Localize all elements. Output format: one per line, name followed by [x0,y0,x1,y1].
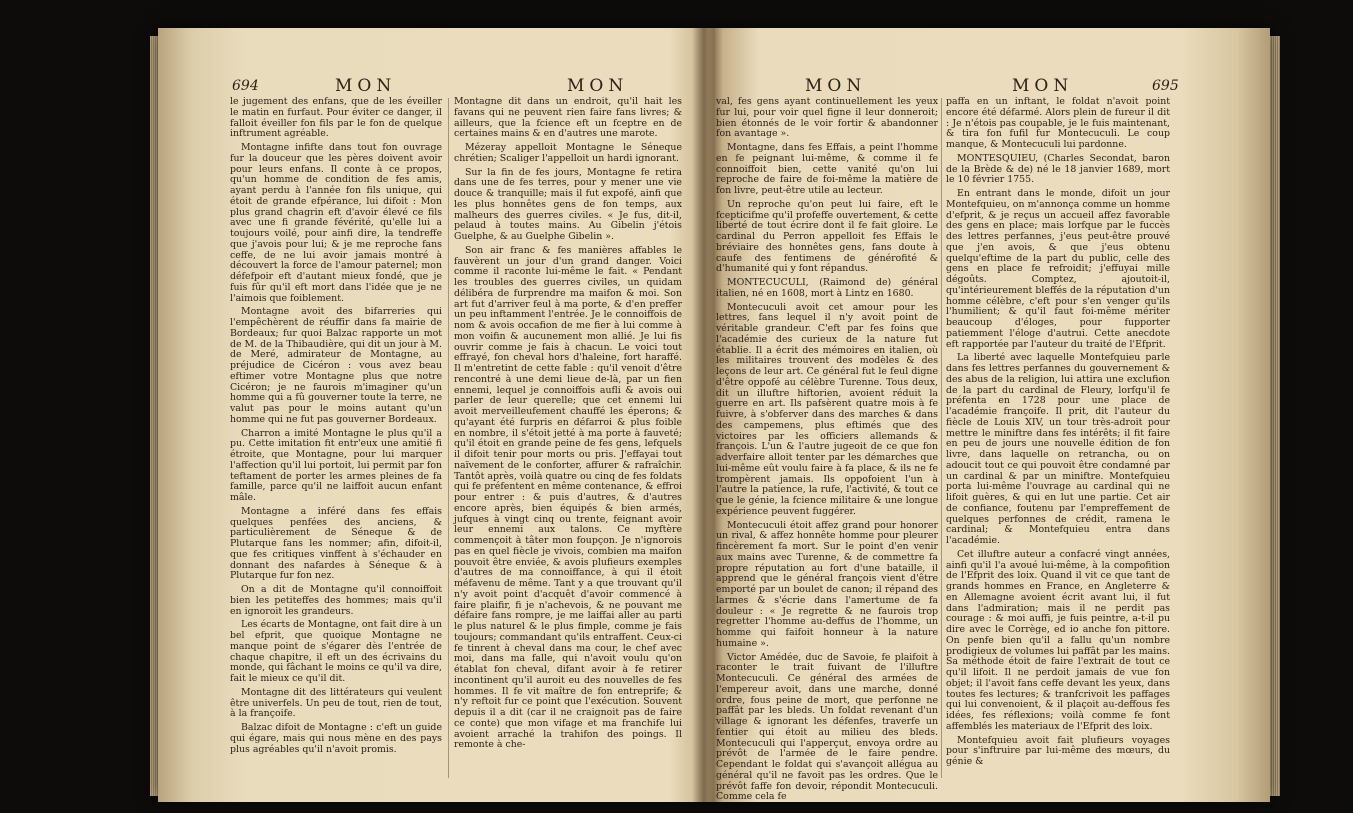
left-page-column-2 [454,97,682,785]
paragraph: val, fes gens ayant continuellement les yeux fur lui, pour voir quel figne il leur donneroit; bien étonnés de le voir fortir & abandonner fon avantage ». [716,96,938,140]
paragraph: Montagne a inféré dans fes effais quelques penfées des anciens, & particulièrement de Séneque & de Plutarque fans les nommer; afin, difoit-il, que fes critiques vinffent à s'échauder en donnant des nafardes à Séneque & à Plutarque fur fon nez. [230,505,442,582]
paragraph: MONTESQUIEU, (Charles Secondat, baron de la Brède & de) né le 18 janvier 1689, mort le 10 février 1755. [946,152,1170,186]
left-page-column-1 [230,97,442,785]
paragraph: Les écarts de Montagne, ont fait dire à un bel efprit, que quoique Montagne ne manque point de s'égarer dès l'entrée de chaque chapitre, il eft un des écrivains du monde, qui fâchant le moins ce qu'il va dire, fait le mieux ce qu'il dit. [230,619,442,684]
paragraph: Montagne infifte dans tout fon ouvrage fur la douceur que les pères doivent avoir pour leurs enfans. Il conte à ce propos, qu'un homme de condition de fes amis, ayant perdu à l'année fon fils unique, qui étoit de grande efpérance, lui difoit : Mon plus grand chagrin eft d'avoir élevé ce fils avec une fi grande févérité, qu'elle lui a toujours voilé, pour ainfi dire, la tendreffe que j'avois pour lui; & je me reproche fans ceffe, de ne lui avoir jamais montré à découvert la force de l'amour paternel; mon défefpoir eft d'autant mieux fondé, que je fuis fûr qu'il eft mort dans l'idée que je ne l'aimois que foiblement. [230,142,442,304]
paragraph: Victor Amédée, duc de Savoie, fe plaifoit à raconter le trait fuivant de l'illuftre Montecuculi. Ce général des armées de l'empereur avoit, dans une marche, donné ordre, fous peine de mort, que perfonne ne paffât par les bleds. Un foldat revenant d'un village & ignorant les défenfes, traverfe un fentier qui étoit au milieu des bleds. Montecuculi qui l'apperçut, envoya ordre au prévôt de l'armée de le faire pendre. Cependant le foldat qui s'avançoit allégua au général qu'il ne favoit pas les ordres. Que le prévôt faffe fon devoir, répondit Montecuculi. Comme cela fe [716,651,938,803]
right-page-header-right: MON [1012,76,1074,96]
paragraph: Montagne, dans fes Effais, a peint l'homme en fe peignant lui-même, & comme il fe connoiffoit bien, cette vanité qu'on lui reproche de faire de foi-même la matière de fon livre, peut-être utile au lecteur. [716,142,938,196]
paragraph: Montagne avoit des bifarreries qui l'empêchèrent de réuffir dans fa mairie de Bordeaux; fur quoi Balzac rapporte un mot de M. de la Thibaudière, qui dit un jour à M. de Meré, admirateur de Montagne, au préjudice de Cicéron : vous avez beau eftimer votre Montagne plus que notre Cicéron; je ne faurois m'imaginer qu'un homme qui a fû gouverner toute la terre, ne valut pas pour le moins autant qu'un homme qui ne fut pas gouverner Bordeaux. [230,306,442,425]
left-page-header-left: MON [335,76,397,96]
right-page-column-1 [716,96,938,803]
paragraph: Son air franc & fes manières affables le fauvèrent un jour d'un grand danger. Voici comme il raconte lui-même le fait. « Pendant les troubles des guerres civiles, un quidam délibéra de furprendre ma maifon & moi. Son art fut d'arriver feul à ma porte, & d'en preffer un peu inftamment l'entrée. Je le connoiffois de nom & avois occafion de me fier à lui comme à mon voifin & aucunement mon allié. Je lui fis ouvrir comme je fais à chacun. Le voici tout effrayé, fon cheval hors d'haleine, fort haraffé. Il m'entretint de cette fable : qu'il venoit d'être rencontré à une demi lieue de-là, par un fien ennemi, lequel je connoiffois aufli & avois oui parler de leur querelle; que cet ennemi lui avoit merveilleufement chauffé les éperons; & qu'ayant été furpris en défarroi & plus foible en nombre, il s'étoit jetté à ma porte à fauveté; qu'il étoit en grande peine de fes gens, lefquels il difoit tenir pour morts ou pris. J'effayai tout naïvement de le conforter, affurer & rafraîchir. Tantôt après, voilà quatre ou cinq de fes foldats qui fe préfentent en même contenance, & effroi pour entrer : & puis d'autres, & d'autres encore après, bien équipés & bien armés, jufques à vingt cinq ou trente, feignant avoir leur ennemi aux talons. Ce myftère commençoit à tâter mon foupçon. Je n'ignorois pas en quel fiècle je vivois, combien ma maifon pouvoit être enviée, & avois plufieurs exemples d'autres de ma connoiffance, à qui il étoit méfavenu de même. Tant y a que trouvant qu'il n'y avoit point d'acquêt d'avoir commencé à faire plaifir, fi je n'achevois, & ne pouvant me défaire fans rompre, je me laiffai aller au parti le plus naturel & le plus fimple, comme je fais toujours; commandant qu'ils entraffent. Ceux-ci fe tinrent à cheval dans ma cour, le chef avec moi, dans ma falle, qui n'avoit voulu qu'on établat fon cheval, difant avoir à fe retirer incontinent qu'il auroit eu des nouvelles de fes hommes. Il fe vit maître de fon entreprife; & n'y reftoit fur ce point que l'exécution. Souvent depuis il a dit (car il ne craignoit pas de faire ce conte) que mon vifage et ma franchife lui avoient arraché la trahifon des poings. Il remonte à che- [454,244,682,751]
paragraph: Sur la fin de fes jours, Montagne fe retira dans une de fes terres, pour y mener une vie douce & tranquille; mais il fut expofé, ainfi que les plus honnêtes gens de fon temps, aux malheurs des guerres civiles. « Je fus, dit-il, pelaud à toutes mains. Au Gibelin j'étois Guelphe, & au Guelphe Gibelin ». [454,166,682,242]
right-page-column-rule [941,98,942,778]
paragraph: La liberté avec laquelle Montefquieu parle dans fes lettres perfannes du gouvernement & des abus de la religion, lui attira une exclufion de la part du cardinal de Fleury, lorfqu'il fe préfenta en 1728 pour une place de l'académie françoife. Il prit, dit l'auteur du fiècle de Louis XIV, un tour très-adroit pour mettre le miniftre dans fes intérêts; il fit faire en peu de jours une nouvelle édition de fon livre, dans laquelle on retrancha, ou on adoucit tout ce qui pouvoit être condamné par un cardinal & par un miniftre. Montefquieu porta lui-même l'ouvrage au cardinal qui ne lifoit guères, & qui en lut une partie. Cet air de confiance, foutenu par l'empreffement de quelques perfonnes de crédit, ramena le cardinal; & Montefquieu entra dans l'académie. [946,352,1170,546]
paragraph: paffa en un inftant, le foldat n'avoit point encore été défarmé. Alors plein de fureur il dit : Je n'étois pas coupable, je le fuis maintenant, & tira fon fufil fur Montecuculi. Le coup manque, & Montecuculi lui pardonne. [946,96,1170,150]
book-gutter [692,28,716,802]
paragraph: MONTECUCULI, (Raimond de) général italien, né en 1608, mort à Lintz en 1680. [716,277,938,299]
right-page-column-2 [946,97,1170,785]
paragraph: Mézeray appelloit Montagne le Séneque chrétien; Scaliger l'appelloit un hardi ignorant. [454,142,682,164]
paragraph: Montefquieu avoit fait plufieurs voyages pour s'inftruire par lui-même des mœurs, du génie & [946,734,1170,767]
paragraph: le jugement des enfans, que de les éveiller le matin en furfaut. Pour éviter ce danger, il falloit éveiller fon fils par le fon de quelque inftrument agréable. [230,96,442,140]
left-page-column-rule [448,98,449,778]
paragraph: Cet illuftre auteur a confacré vingt années, ainfi qu'il l'a avoué lui-même, à la compofition de l'Efprit des loix. Quand il vit ce que tant de grands hommes en France, en Angleterre & en Allemagne avoient écrit avant lui, il fut dans l'admiration; mais il ne perdit pas courage : & moi auffi, je fuis peintre, a-t-il pu dire avec le Corrège, ed io anche fon pittore. On penfe bien qu'il a fallu qu'un nombre prodigieux de volumes lui paffât par les mains. Sa méthode étoit de faire l'extrait de tout ce qu'il lifoit. Il ne perdoit jamais de vue fon objet; il l'avoit fans ceffe devant les yeux, dans toutes fes lectures; & tranfcrivoit les paffages qui lui convenoient, & il plaçoit au-deffous fes idées, fes réflexions; voilà comme fe font affemblés les materiaux de l'Efprit des loix. [946,548,1170,732]
right-page-number: 695 [1152,78,1179,94]
paragraph: Charron a imité Montagne le plus qu'il a pu. Cette imitation fit entr'eux une amitié fi étroite, que Montagne, pour lui marquer l'affection qu'il lui portoit, lui permit par fon teftament de porter les armes pleines de fa famille, parce qu'il ne laiffoit aucun enfant mâle. [230,427,442,503]
paragraph: Montagne dit dans un endroit, qu'il hait les favans qui ne peuvent rien faire fans livres; & ailleurs, que la fcience eft un fceptre en de certaines mains & en d'autres une marote. [454,96,682,140]
paragraph: Balzac difoit de Montagne : c'eft un guide qui égare, mais qui nous mène en des pays plus agréables qu'il n'avoit promis. [230,722,442,755]
paragraph: Montagne dit des littérateurs qui veulent être univerfels. Un peu de tout, rien de tout, à la françoife. [230,686,442,720]
left-page-number: 694 [232,78,259,94]
left-page-header-right: MON [567,76,629,96]
paragraph: Un reproche qu'on peut lui faire, eft le fcepticifme qu'il profeffe ouvertement, & cette liberté de tout écrire dont il fe fait gloire. Le cardinal du Perron appelloit fes Effais le bréviaire des honnêtes gens, fans doute à caufe des fentimens de générofité & d'humanité qui y font répandus. [716,198,938,275]
paragraph: Montecuculi avoit cet amour pour les lettres, fans lequel il n'y avoit point de véritable grandeur. C'eft par fes foins que l'académie des curieux de la nature fut établie. Il a écrit des mémoires en italien, où les militaires trouvent des modèles & des leçons de leur art. Ce général fut le feul digne d'être oppofé au célèbre Turenne. Tous deux, dit un illuftre hiftorien, avoient réduit la guerre en art. Ils pafsèrent quatre mois à fe fuivre, à s'obferver dans des marches & dans des campemens, plus eftimés que des victoires par les officiers allemands & françois. L'un & l'autre jugeoit de ce que fon adverfaire alloit tenter par les démarches que lui-même eût voulu faire à fa place, & ils ne fe trompèrent jamais. Ils oppofoient l'un à l'autre la patience, la rufe, l'activité, & tout ce que le génie, la fcience militaire & une longue expérience peuvent fuggérer. [716,301,938,517]
paragraph: Montecuculi étoit affez grand pour honorer un rival, & affez honnête homme pour pleurer fincèrement fa mort. Sur le point d'en venir aux mains avec Turenne, & de commettre fa propre réputation au fort d'une bataille, il apprend que le général françois vient d'être emporté par un boulet de canon; il répand des larmes & s'écrie dans l'amertume de fa douleur : « Je regrette & ne faurois trop regretter l'homme au-deffus de l'homme, un homme qui faifoit honneur à la nature humaine ». [716,519,938,649]
paragraph: En entrant dans le monde, difoit un jour Montefquieu, on m'annonça comme un homme d'efprit, & je reçus un accueil affez favorable des gens en place; mais lorfque par le fuccès des lettres perfannes, j'eus peut-être prouvé que j'en avois, & que j'eus obtenu quelqu'eftime de la part du public, celle des gens en place fe refroidit; j'effuyai mille dégoûts. Comptez, ajoutoit-il, qu'intérieurement bleffés de la réputation d'un homme célèbre, c'eft pour s'en venger qu'ils l'humilient; & qu'il faut foi-même mériter beaucoup d'éloges, pour fupporter patiemment l'éloge d'autrui. Cette anecdote eft rapportée par l'auteur du traité de l'Efprit. [946,188,1170,350]
right-page-header-left: MON [805,76,867,96]
paragraph: On a dit de Montagne qu'il connoiffoit bien les petiteffes des hommes; mais qu'il en ignoroit les grandeurs. [230,584,442,617]
